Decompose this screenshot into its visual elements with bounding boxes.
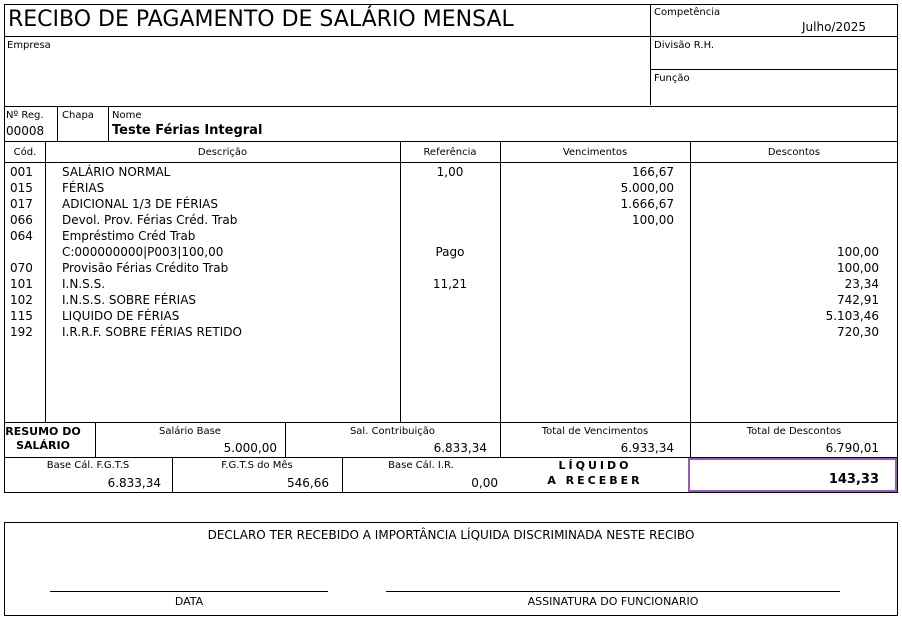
row-referencia: Pago — [435, 245, 465, 259]
row-desconto: 100,00 — [837, 245, 879, 259]
row-vencimento: 5.000,00 — [620, 181, 674, 195]
resumo-label-2: SALÁRIO — [16, 439, 70, 452]
row-descricao: C:000000000|P003|100,00 — [62, 245, 224, 259]
page-title: RECIBO DE PAGAMENTO DE SALÁRIO MENSAL — [8, 7, 514, 32]
row-cod: 066 — [10, 213, 33, 227]
row-desconto — [690, 180, 879, 196]
base-fgts-label: Base Cál. F.G.T.S — [46, 460, 130, 471]
row-cod: 017 — [10, 197, 33, 211]
row-referencia — [400, 180, 500, 196]
liquido-label-1: LÍQUIDO — [558, 459, 632, 472]
fgts-mes-label: F.G.T.S do Mês — [221, 460, 293, 471]
row-desconto: 720,30 — [837, 325, 879, 339]
vencimentos-column — [500, 164, 674, 340]
col-header-descricao: Descrição — [197, 147, 248, 158]
fgts-mes-value: 546,66 — [287, 476, 329, 490]
row-desconto — [690, 164, 879, 180]
col-header-cod: Cód. — [13, 147, 37, 158]
row-vencimento — [500, 292, 674, 308]
row-vencimento: 100,00 — [632, 213, 674, 227]
liquido-label-2: A RECEBER — [547, 474, 643, 487]
competencia-value: Julho/2025 — [801, 20, 866, 34]
sal-contrib-label: Sal. Contribuição — [349, 426, 436, 437]
funcao-label: Função — [654, 73, 690, 84]
divisao-label: Divisão R.H. — [654, 40, 715, 51]
row-cod: 015 — [10, 181, 33, 195]
base-ir-label: Base Cál. I.R. — [388, 460, 454, 471]
row-cod: 101 — [10, 277, 33, 291]
row-desconto: 742,91 — [837, 293, 879, 307]
row-vencimento — [500, 324, 674, 340]
row-desconto — [690, 196, 879, 212]
row-vencimento: 166,67 — [632, 165, 674, 179]
employee-name: Teste Férias Integral — [112, 123, 263, 138]
salario-base-label: Salário Base — [159, 426, 221, 437]
row-desconto — [690, 228, 879, 244]
row-cod: 064 — [10, 229, 33, 243]
row-cod: 070 — [10, 261, 33, 275]
row-desconto — [690, 212, 879, 228]
row-referencia — [400, 196, 500, 212]
salario-base-value: 5.000,00 — [223, 441, 277, 455]
row-vencimento — [500, 244, 674, 260]
assinatura-label: ASSINATURA DO FUNCIONARIO — [527, 595, 699, 608]
nome-label: Nome — [112, 110, 142, 121]
base-fgts-value: 6.833,34 — [107, 476, 161, 490]
chapa-label: Chapa — [62, 110, 94, 121]
row-referencia: 1,00 — [436, 165, 464, 179]
referencia-column — [400, 164, 500, 340]
row-descricao: Provisão Férias Crédito Trab — [62, 261, 229, 275]
row-desconto: 100,00 — [837, 261, 879, 275]
row-descricao: LIQUIDO DE FÉRIAS — [62, 309, 180, 323]
row-vencimento — [500, 228, 674, 244]
row-descricao: I.N.S.S. — [62, 277, 106, 291]
row-desconto: 5.103,46 — [825, 309, 879, 323]
row-cod: 192 — [10, 325, 33, 339]
total-desc-value: 6.790,01 — [825, 441, 879, 455]
row-descricao: SALÁRIO NORMAL — [62, 165, 171, 179]
row-referencia — [400, 308, 500, 324]
row-referencia — [400, 324, 500, 340]
row-referencia: 11,21 — [432, 277, 468, 291]
row-descricao: FÉRIAS — [62, 181, 105, 195]
total-venc-value: 6.933,34 — [620, 441, 674, 455]
row-cod: 102 — [10, 293, 33, 307]
row-descricao: I.N.S.S. SOBRE FÉRIAS — [62, 293, 197, 307]
row-vencimento — [500, 276, 674, 292]
row-desconto: 23,34 — [844, 277, 879, 291]
row-cod — [10, 244, 44, 260]
col-header-descontos: Descontos — [767, 147, 821, 158]
reg-value: 00008 — [6, 124, 45, 138]
total-venc-label: Total de Vencimentos — [541, 426, 649, 437]
competencia-label: Competência — [654, 7, 721, 18]
assinatura-signature-line — [386, 591, 840, 592]
base-ir-value: 0,00 — [471, 476, 498, 490]
cod-column — [10, 164, 44, 340]
row-descricao: ADICIONAL 1/3 DE FÉRIAS — [62, 197, 218, 211]
row-vencimento — [500, 308, 674, 324]
row-vencimento — [500, 260, 674, 276]
col-header-referencia: Referência — [423, 147, 477, 158]
row-referencia — [400, 212, 500, 228]
sal-contrib-value: 6.833,34 — [433, 441, 487, 455]
col-header-vencimentos: Vencimentos — [562, 147, 628, 158]
total-desc-label: Total de Descontos — [746, 426, 842, 437]
row-referencia — [400, 292, 500, 308]
data-signature-line — [50, 591, 328, 592]
row-descricao: Empréstimo Créd Trab — [62, 229, 196, 243]
reg-label: Nº Reg. — [6, 110, 44, 121]
row-referencia — [400, 228, 500, 244]
data-label: DATA — [174, 595, 204, 608]
descontos-column — [690, 164, 879, 340]
row-descricao: I.R.R.F. SOBRE FÉRIAS RETIDO — [62, 325, 242, 339]
row-cod: 001 — [10, 165, 33, 179]
row-vencimento: 1.666,67 — [620, 197, 674, 211]
empresa-label: Empresa — [7, 40, 51, 51]
row-referencia — [400, 260, 500, 276]
liquido-value: 143,33 — [828, 472, 879, 487]
row-descricao: Devol. Prov. Férias Créd. Trab — [62, 213, 238, 227]
declaration-text: DECLARO TER RECEBIDO A IMPORTÂNCIA LÍQUIDA DISCRIMINADA NESTE RECIBO — [207, 528, 695, 542]
row-cod: 115 — [10, 309, 33, 323]
descricao-column — [62, 164, 398, 340]
resumo-label-1: RESUMO DO — [5, 425, 81, 438]
